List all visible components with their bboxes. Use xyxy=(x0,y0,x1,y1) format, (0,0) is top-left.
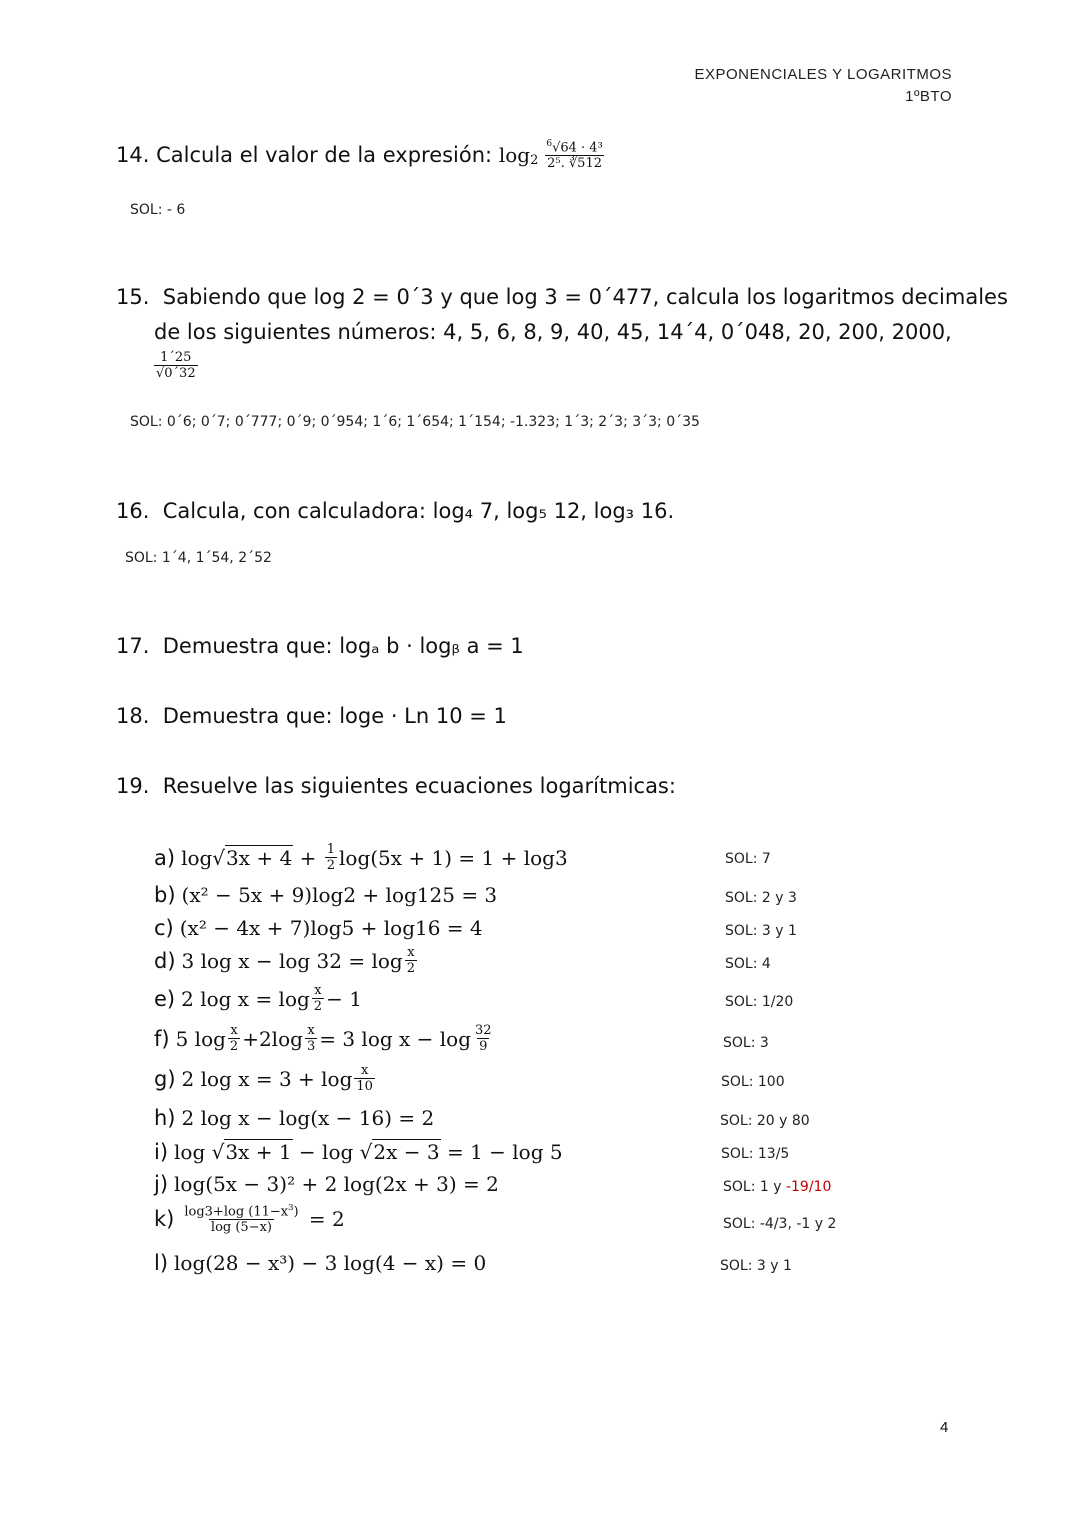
equation-label: d) xyxy=(154,948,176,973)
equation-i: i) log √ 3x + 1 − log √ 2x − 3 = 1 − log 5 xyxy=(154,1139,563,1164)
question-14 xyxy=(116,140,607,170)
equation-b xyxy=(154,883,497,907)
solution-15: SOL: 0´6; 0´7; 0´777; 0´9; 0´954; 1´6; 1´654; 1´154; -1.323; 1´3; 2´3; 3´3; 0´35 xyxy=(130,414,700,430)
question-19 xyxy=(116,774,676,798)
header-subtitle: 1ºBTO xyxy=(905,88,952,105)
solution-g: SOL: 100 xyxy=(721,1074,785,1090)
equation-label: f) xyxy=(154,1026,170,1051)
equation-c xyxy=(154,916,483,940)
solution-e: SOL: 1/20 xyxy=(725,994,794,1010)
question-text-line2: de los siguientes números: 4, 5, 6, 8, 9, 40, 45, 14´4, 0´048, 20, 200, 2000, xyxy=(154,320,952,344)
fraction-numerator: 1´25 xyxy=(160,350,192,365)
equation-e: e) 2 log x = log $\frac{x}{2}$ − 1 xyxy=(154,983,362,1014)
solution-a: SOL: 7 xyxy=(725,851,771,867)
fraction-denominator: √0´32 xyxy=(156,366,196,381)
question-number: 16. xyxy=(116,499,150,523)
solution-text: SOL: 1 y xyxy=(723,1179,786,1195)
question-text: Demuestra que: logₐ b · logᵦ a = 1 xyxy=(162,634,524,658)
equation-label: g) xyxy=(154,1066,176,1091)
log-operator: log xyxy=(498,143,531,168)
equation-label: l) xyxy=(154,1251,169,1275)
solution-14: SOL: - 6 xyxy=(130,202,186,218)
question-text: Calcula el valor de la expresión: xyxy=(156,143,493,168)
equation-j xyxy=(154,1172,499,1196)
question-text: Demuestra que: loge · Ln 10 = 1 xyxy=(162,704,507,728)
equation-l xyxy=(154,1251,486,1275)
equation-expression: (x² − 5x + 9)log2 + log125 = 3 xyxy=(181,883,498,907)
header-title: EXPONENCIALES Y LOGARITMOS xyxy=(694,66,952,83)
question-17 xyxy=(116,634,524,658)
equation-f: f) 5 log $\frac{x}{2}$ +2log $\frac{x}{3}$ = 3 log x − log $\frac{32}{9}$ xyxy=(154,1023,492,1054)
question-18 xyxy=(116,704,507,728)
expression-fraction xyxy=(544,140,604,170)
solution-highlight: -19/10 xyxy=(785,1179,832,1195)
question-15-fraction xyxy=(152,351,200,380)
solution-l: SOL: 3 y 1 xyxy=(720,1258,792,1274)
equation-label: i) xyxy=(154,1139,169,1164)
solution-k: SOL: -4/3, -1 y 2 xyxy=(723,1216,837,1232)
equation-g: g) 2 log x = 3 + log $\frac{x}{10}$ xyxy=(154,1063,373,1094)
equation-label: a) xyxy=(154,845,176,870)
equation-label: j) xyxy=(154,1172,169,1196)
solution-b: SOL: 2 y 3 xyxy=(725,890,797,906)
question-text: Calcula, con calculadora: log₄ 7, log₅ 12, log₃ 16. xyxy=(162,499,675,523)
equation-expression: (x² − 4x + 7)log5 + log16 = 4 xyxy=(179,916,483,940)
solution-h: SOL: 20 y 80 xyxy=(720,1113,810,1129)
equation-label: c) xyxy=(154,916,174,940)
question-number: 17. xyxy=(116,634,150,658)
solution-c: SOL: 3 y 1 xyxy=(725,923,797,939)
equation-expression: log(28 − x³) − 3 log(4 − x) = 0 xyxy=(174,1251,487,1275)
solution-16: SOL: 1´4, 1´54, 2´52 xyxy=(125,550,272,566)
question-16 xyxy=(116,499,674,523)
solution-i: SOL: 13/5 xyxy=(721,1146,790,1162)
solution-f: SOL: 3 xyxy=(723,1035,769,1051)
solution-j xyxy=(723,1179,831,1195)
question-text: Resuelve las siguientes ecuaciones logarítmicas: xyxy=(162,774,676,798)
equation-d: d) 3 log x − log 32 = log $\frac{x}{2}$ xyxy=(154,945,416,976)
question-number: 14. xyxy=(116,143,150,168)
equation-label: h) xyxy=(154,1106,176,1130)
question-number: 18. xyxy=(116,704,150,728)
equation-label: b) xyxy=(154,883,176,907)
equation-label: e) xyxy=(154,986,176,1011)
page-number: 4 xyxy=(940,1419,949,1436)
fraction-numerator: √64 · 4³ xyxy=(552,140,603,156)
equation-a: a) log√ 3x + 4 + $\frac{1}{2}$ log(5x + 1) = 1 + log3 xyxy=(154,842,568,873)
question-number: 19. xyxy=(116,774,150,798)
equation-h xyxy=(154,1106,434,1130)
question-text-line1: Sabiendo que log 2 = 0´3 y que log 3 = 0´477, calcula los logaritmos decimales xyxy=(162,285,1008,309)
fraction-denominator: 2⁵. ∛512 xyxy=(547,156,602,172)
equation-label: k) xyxy=(154,1206,175,1231)
question-15 xyxy=(116,285,1008,309)
root-index: 6 xyxy=(546,139,553,149)
question-number: 15. xyxy=(116,285,150,309)
equation-k: k) $\frac{\log 3+\log (11-x^3)}{\log (5-x)}$ = 2 xyxy=(154,1202,345,1236)
equation-expression: log(5x − 3)² + 2 log(2x + 3) = 2 xyxy=(174,1172,499,1196)
equation-expression: 2 log x − log(x − 16) = 2 xyxy=(181,1106,435,1130)
log-base: 2 xyxy=(530,152,539,168)
solution-d: SOL: 4 xyxy=(725,956,771,972)
